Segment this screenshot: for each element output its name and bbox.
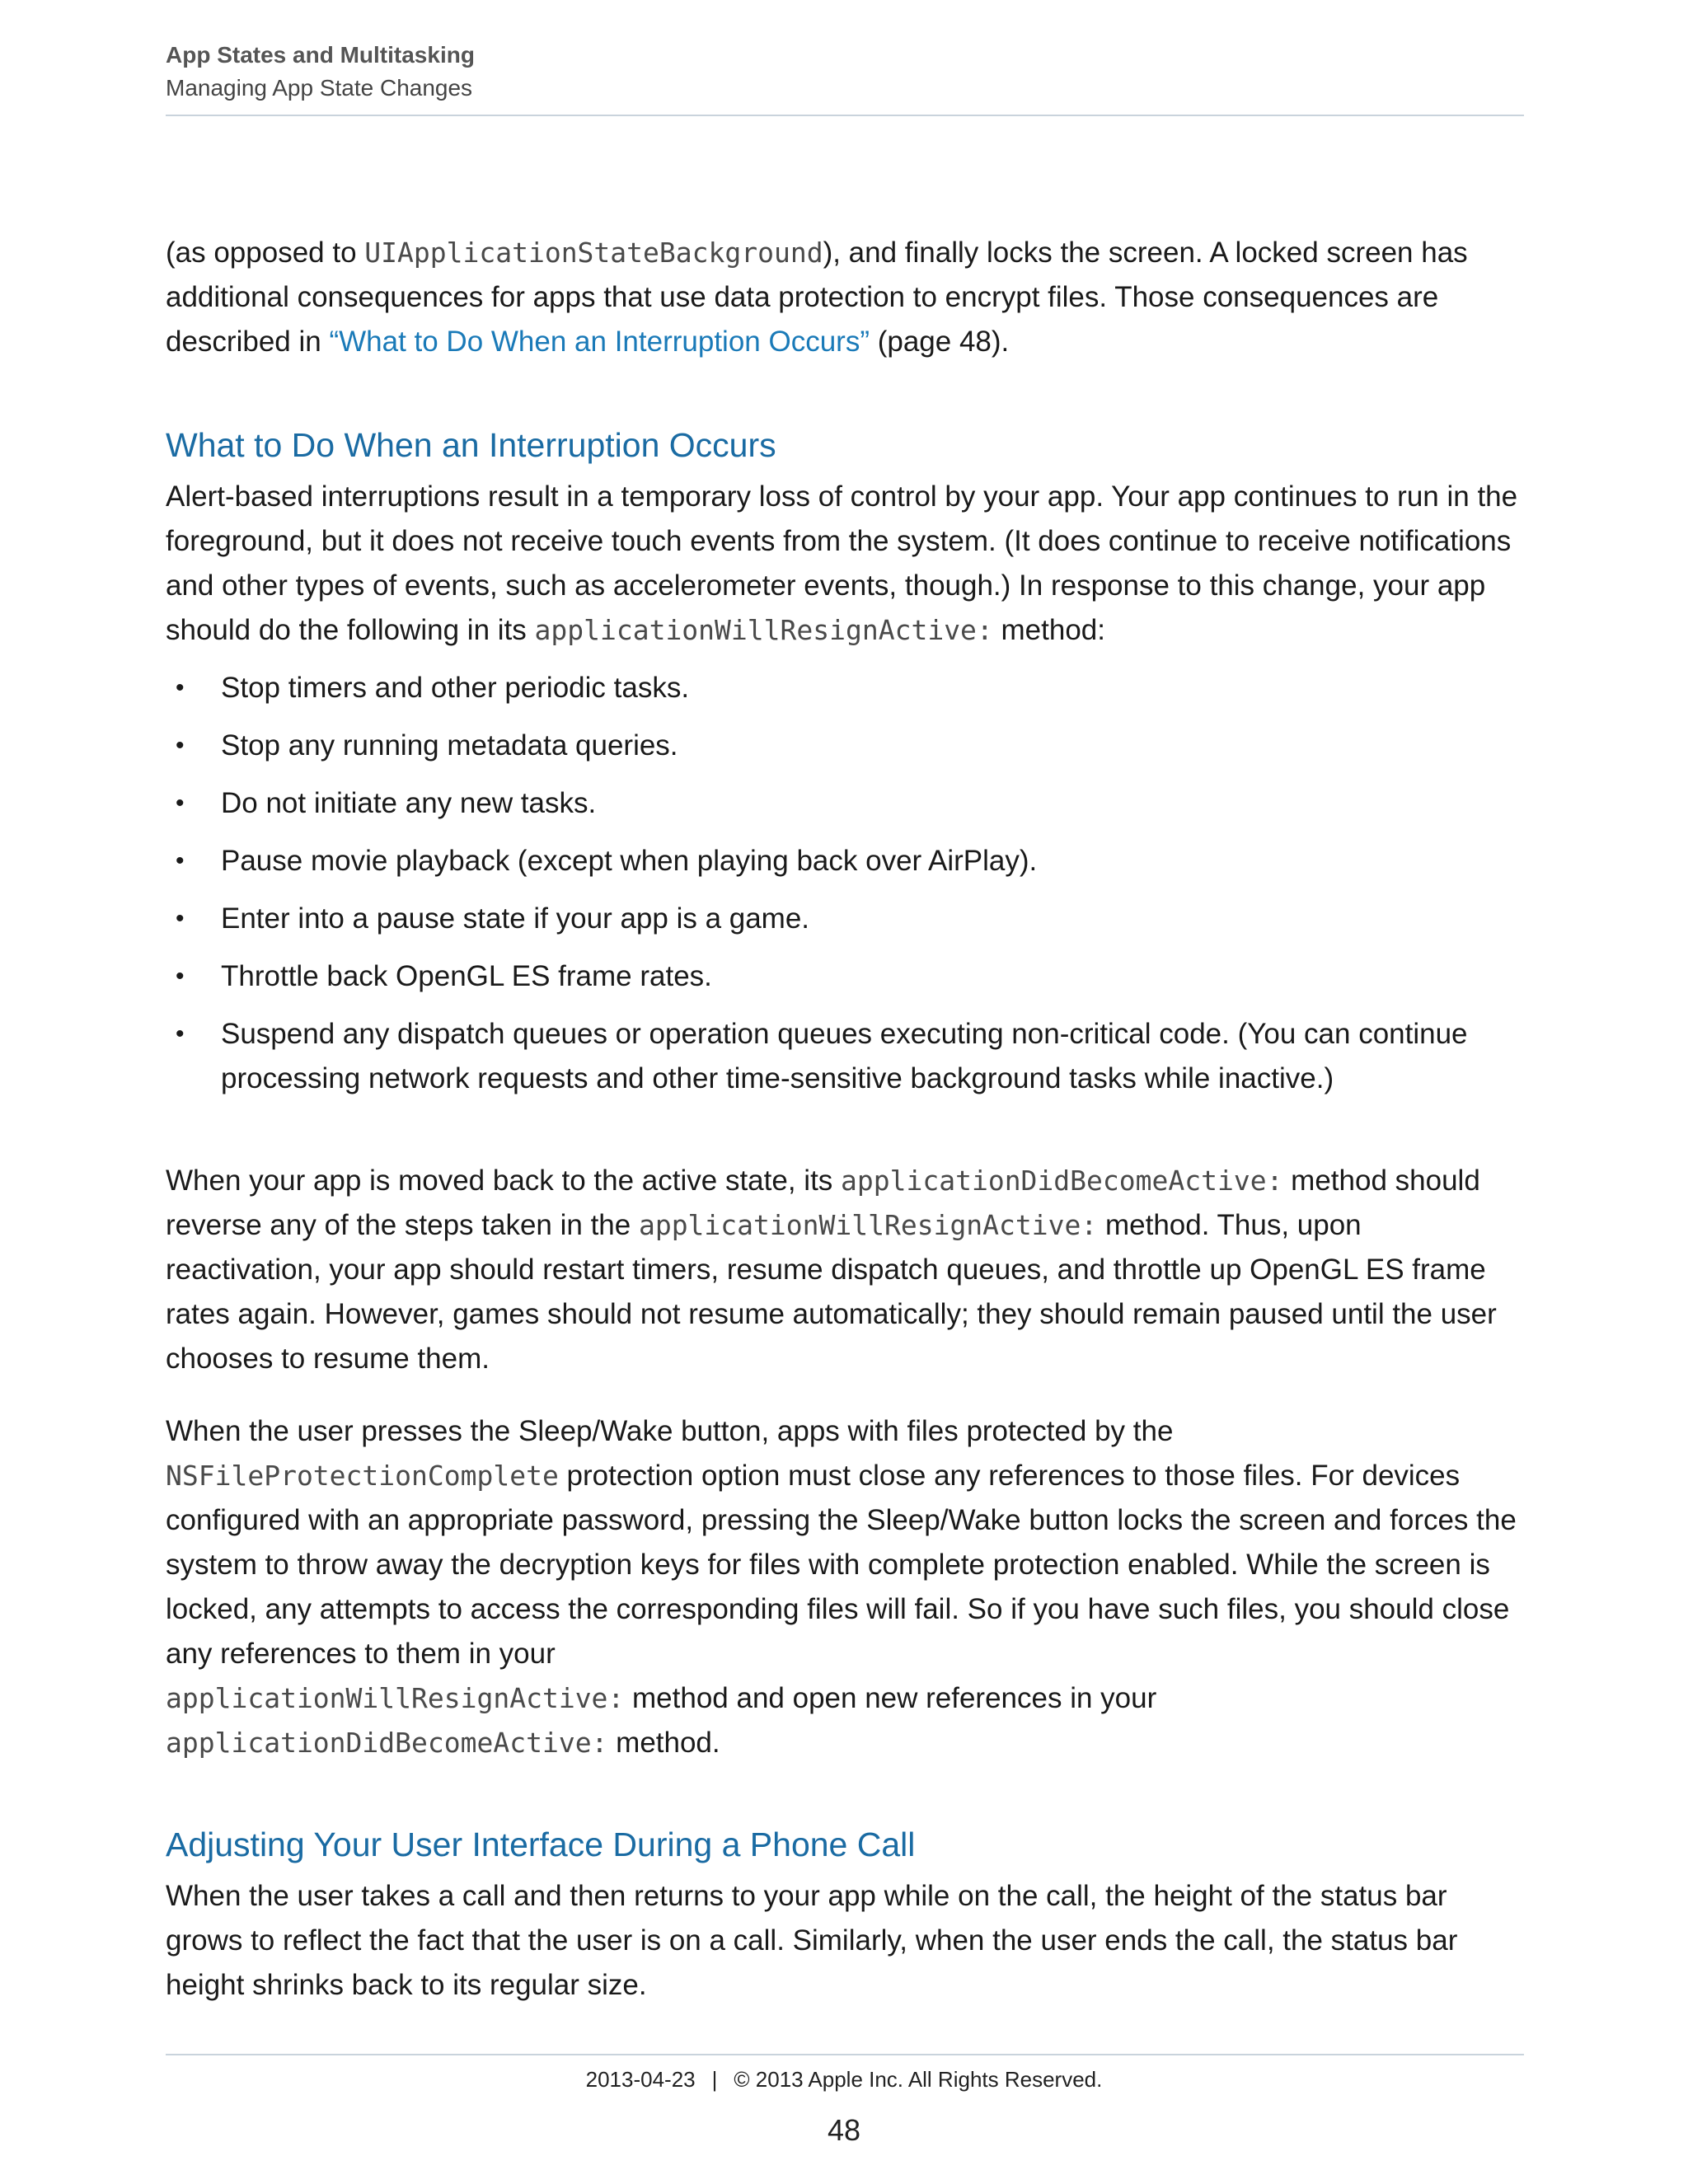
list-item [166, 781, 1524, 826]
interruption-section-link[interactable]: “What to Do When an Interruption Occurs” [329, 326, 870, 358]
running-header [166, 40, 1524, 105]
phone-call-paragraph: When the user takes a call and then returns to your app while on the call, the height of the status bar grows to reflect the fact that the user is on a call. Similarly, when the user ends the call, the status bar height shrinks back to its regular size. [166, 1880, 1458, 2001]
active-text-2: method should reverse any of the steps taken in the [166, 1165, 1480, 1241]
sleep-code-2: applicationWillResignActive: [166, 1682, 625, 1714]
bullet-icon: • [176, 905, 185, 932]
list-item-text: Stop timers and other periodic tasks. [221, 672, 690, 704]
page-number: 48 [827, 2113, 861, 2147]
list-item [166, 1012, 1524, 1101]
sleep-text-4: method. [607, 1727, 720, 1759]
list-item-text: Pause movie playback (except when playing back over AirPlay). [221, 845, 1038, 877]
active-code-2: applicationWillResignActive: [638, 1209, 1098, 1241]
footer-copyright: © 2013 Apple Inc. All Rights Reserved. [734, 2067, 1103, 2092]
list-item-text: Do not initiate any new tasks. [221, 787, 597, 819]
intro-code-1: UIApplicationStateBackground [364, 237, 823, 269]
phone-call-heading: Adjusting Your User Interface During a Phone Call [166, 1825, 916, 1863]
footer-divider [166, 2054, 1524, 2055]
footer-date: 2013-04-23 [585, 2067, 696, 2092]
intro-text-1: (as opposed to [166, 237, 365, 269]
main-content [166, 231, 1524, 2008]
active-code-1: applicationDidBecomeActive: [841, 1165, 1283, 1197]
list-item [166, 666, 1524, 710]
active-text-3: method. Thus, upon reactivation, your app should restart timers, resume dispatch queues, and throttle up OpenGL ES frame rates again. However, games should not resume automatically; they should remain paused until the user chooses to resume them. [166, 1209, 1497, 1375]
sleep-text-1: When the user presses the Sleep/Wake button, apps with files protected by the [166, 1415, 1174, 1447]
bullet-icon: • [176, 1020, 185, 1047]
intro-paragraph [166, 231, 1524, 364]
interruption-text-end: method: [992, 614, 1105, 646]
sleep-code-1: NSFileProtectionComplete [166, 1460, 559, 1492]
sleep-wake-paragraph [166, 1409, 1524, 1765]
list-item [166, 839, 1524, 883]
footer-separator: | [711, 2067, 718, 2092]
bullet-icon: • [176, 732, 185, 759]
footer [0, 2067, 1688, 2093]
bullet-icon: • [176, 674, 185, 701]
interruption-bullet-list [166, 666, 1524, 1101]
list-item-text: Enter into a pause state if your app is a game. [221, 902, 810, 935]
interruption-text: Alert-based interruptions result in a temporary loss of control by your app. Your app continues to run in the foreground, but it does not receive touch events from the system. (It does continue to receive notifications and other types of events, such as accelerometer events, though.) In response to this change, your app should do the following in its [166, 480, 1518, 646]
section-title: Managing App State Changes [166, 75, 473, 101]
list-item [166, 897, 1524, 941]
interruption-code: applicationWillResignActive: [534, 614, 993, 646]
bullet-icon: • [176, 847, 185, 874]
active-text-1: When your app is moved back to the active state, its [166, 1165, 842, 1197]
header-divider [166, 115, 1524, 116]
list-item-text: Stop any running metadata queries. [221, 729, 678, 762]
list-item [166, 954, 1524, 999]
sleep-code-3: applicationDidBecomeActive: [166, 1727, 608, 1759]
active-state-paragraph [166, 1159, 1524, 1381]
sleep-text-2: protection option must close any references to those files. For devices configured with an appropriate password, pressing the Sleep/Wake button locks the screen and forces the system to throw away the decryption keys for files with complete protection enabled. While the screen is locked, any attempts to access the corresponding files will fail. So if you have such files, you should close any references to them in your [166, 1460, 1517, 1670]
bullet-icon: • [176, 790, 185, 817]
interruption-paragraph [166, 475, 1524, 653]
sleep-text-3: method and open new references in your [624, 1682, 1157, 1714]
intro-text-3: (page 48). [870, 326, 1010, 358]
list-item-text: Suspend any dispatch queues or operation queues executing non-critical code. (You can continue processing network requests and other time-sensitive background tasks while inactive.) [221, 1018, 1468, 1094]
bullet-icon: • [176, 963, 185, 990]
interruption-heading: What to Do When an Interruption Occurs [166, 426, 776, 464]
list-item [166, 724, 1524, 768]
chapter-title: App States and Multitasking [166, 42, 475, 68]
intro-text-2: ), and finally locks the screen. A locked screen has additional consequences for apps that use data protection to encrypt files. Those consequences are described in [166, 237, 1468, 358]
list-item-text: Throttle back OpenGL ES frame rates. [221, 960, 712, 992]
